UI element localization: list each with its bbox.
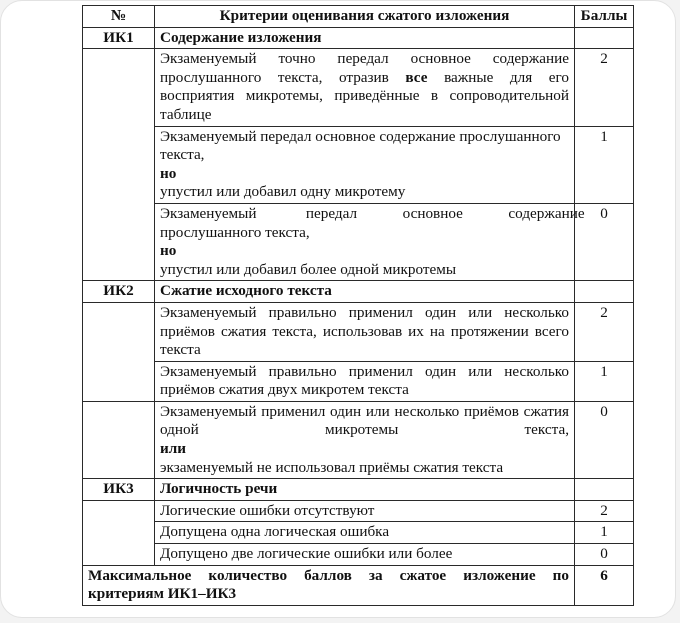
criterion-text: Экзаменуемый точно передал основное содержание прослушанного текста, отразив все важные для его восприятия микротемы, приведённые в сопроводительной таблице [155, 49, 575, 126]
points-cell-empty [575, 281, 634, 303]
criterion-text: Экзаменуемый правильно применил один или несколько приёмов сжатия двух микротем текста [155, 361, 575, 401]
section-title: Сжатие исходного текста [155, 281, 575, 303]
table-row [83, 401, 634, 478]
table-row [83, 522, 634, 544]
section-code: ИК2 [83, 281, 155, 303]
header-criteria: Критерии оценивания сжатого изложения [155, 6, 575, 28]
criterion-text: Логические ошибки отсутствуют [155, 500, 575, 522]
criterion-text: Допущена одна логическая ошибка [155, 522, 575, 544]
criterion-text: Экзаменуемый правильно применил один или несколько приёмов сжатия текста, использовав их на протяжении всего текста [155, 302, 575, 361]
table-header-row [83, 6, 634, 28]
section-title: Логичность речи [155, 479, 575, 501]
points-value: 2 [575, 49, 634, 126]
criteria-table [82, 5, 634, 606]
empty-num-cell [83, 302, 155, 401]
empty-num-cell [83, 401, 155, 478]
criterion-text: Экзаменуемый применил один или несколько приёмов сжатия одной микротемы текста, или экзаменуемый не использовал приёмы сжатия текста [155, 401, 575, 478]
empty-num-cell [83, 500, 155, 565]
table-row [83, 49, 634, 126]
points-value: 0 [575, 544, 634, 566]
points-cell-empty [575, 27, 634, 49]
empty-num-cell [83, 49, 155, 281]
points-value: 0 [575, 203, 634, 280]
total-row [83, 565, 634, 605]
table-row [83, 544, 634, 566]
points-cell-empty [575, 479, 634, 501]
points-value: 0 [575, 401, 634, 478]
header-points: Баллы [575, 6, 634, 28]
criterion-text: Экзаменуемый передал основное содержание прослушанного текста, но упустил или добавил одну микротему [155, 126, 575, 203]
criterion-text: Экзаменуемый передал основное содержание прослушанного текста, но упустил или добавил более одной микротемы [155, 203, 575, 280]
total-points: 6 [575, 565, 634, 605]
criterion-text: Допущено две логические ошибки или более [155, 544, 575, 566]
points-value: 1 [575, 126, 634, 203]
points-value: 1 [575, 361, 634, 401]
section-code: ИК1 [83, 27, 155, 49]
table-row [83, 203, 634, 280]
table-row [83, 302, 634, 361]
header-num: № [83, 6, 155, 28]
total-label: Максимальное количество баллов за сжатое изложение по критериям ИК1–ИК3 [83, 565, 575, 605]
points-value: 2 [575, 302, 634, 361]
section-row-ik1 [83, 27, 634, 49]
table-row [83, 126, 634, 203]
section-code: ИК3 [83, 479, 155, 501]
points-value: 2 [575, 500, 634, 522]
section-row-ik3 [83, 479, 634, 501]
points-value: 1 [575, 522, 634, 544]
table-row [83, 361, 634, 401]
section-row-ik2 [83, 281, 634, 303]
section-title: Содержание изложения [155, 27, 575, 49]
table-row [83, 500, 634, 522]
